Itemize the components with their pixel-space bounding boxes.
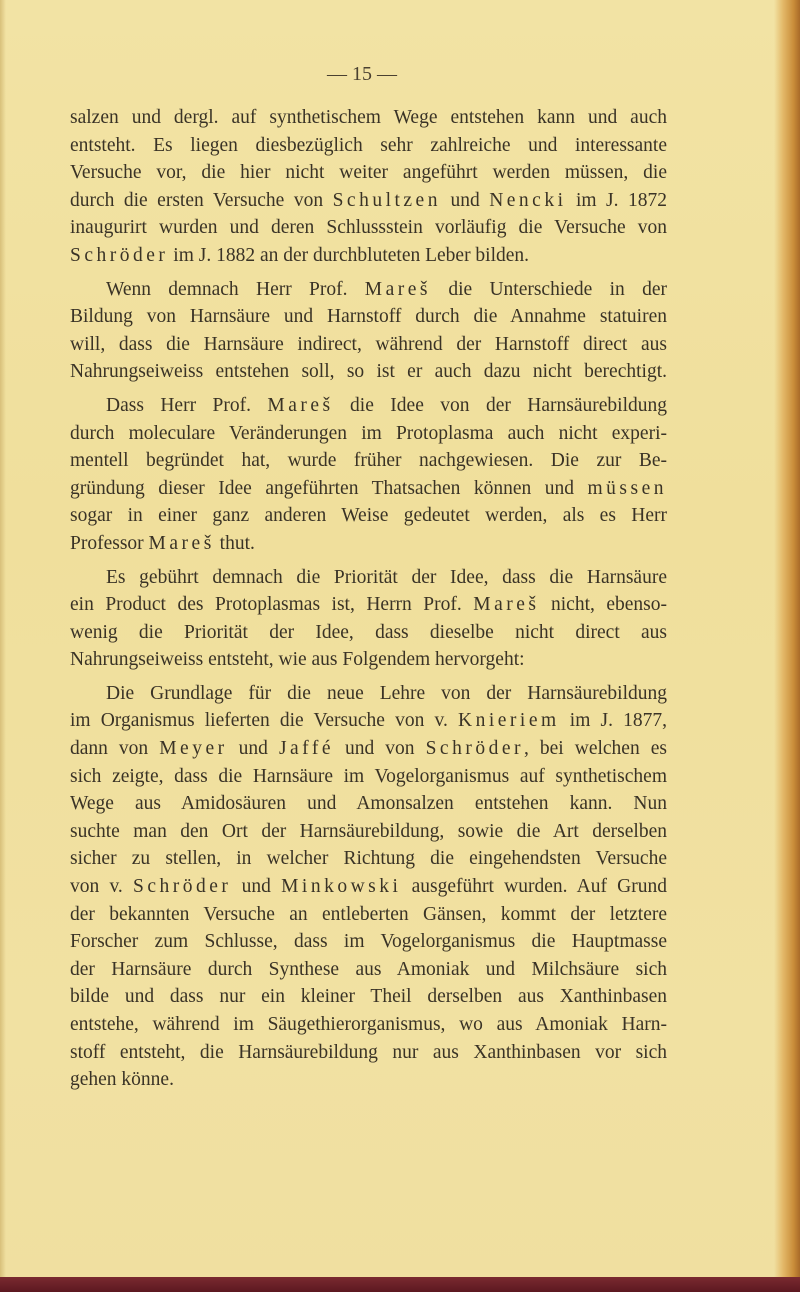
text-segment: der bekannten Versuche an entleberten Gänsen, kommt der letztere [70, 903, 667, 925]
paragraph [70, 276, 667, 386]
text-segment: dann von [70, 738, 160, 760]
text-segment: und [440, 189, 490, 211]
text-line [70, 735, 667, 763]
spaced-name: Knieriem [458, 710, 560, 732]
text-line [70, 928, 667, 956]
text-segment: von v. [70, 876, 134, 898]
text-line [70, 873, 667, 901]
text-line [70, 845, 667, 873]
text-segment: und [227, 738, 279, 760]
spaced-name: Mareš [473, 594, 540, 616]
text-segment: salzen und dergl. auf synthetischem Wege entstehen kann und auch [70, 107, 667, 128]
spaced-name: Mareš [267, 394, 334, 416]
spaced-name: Schröder [70, 244, 169, 266]
text-segment: im Organismus lieferten die Versuche von v. [70, 710, 458, 732]
text-segment: sich zeigte, dass die Harnsäure im Vogelorganismus auf synthetischem [70, 765, 667, 787]
text-line [70, 530, 667, 558]
text-segment: Nahrungseiweiss entstehen soll, so ist er auch dazu nicht berechtigt. [70, 361, 667, 383]
text-segment: Es gebührt demnach die Priorität der Idee, dass die Harnsäure [106, 566, 667, 588]
text-segment: und [231, 876, 282, 898]
paragraph [70, 680, 667, 1094]
text-segment: Bildung von Harnsäure und Harnstoff durch die Annahme statuiren [70, 306, 667, 328]
book-page-edge [774, 0, 800, 1277]
text-line [70, 680, 667, 708]
text-segment: sogar in einer ganz anderen Weise gedeutet werden, als es Herr [70, 505, 667, 527]
text-segment: ein Product des Protoplasmas ist, Herrn Prof. [70, 594, 474, 616]
text-line [70, 790, 667, 818]
text-segment: entsteht. Es liegen diesbezüglich sehr zahlreiche und interessante [70, 134, 667, 156]
text-segment: thut. [214, 532, 255, 554]
text-segment: im J. 1882 an der durchbluteten Leber bilden. [168, 244, 530, 266]
text-segment: im J. 1872 [566, 189, 667, 211]
text-segment: mentell begründet hat, wurde früher nachgewiesen. Die zur Be- [70, 450, 667, 472]
text-line [70, 1011, 667, 1039]
spaced-name: Minkowski [281, 876, 402, 898]
text-segment: wenig die Priorität der Idee, dass dieselbe nicht direct aus [70, 621, 667, 643]
spaced-name: Schröder [133, 876, 232, 898]
text-line [70, 104, 667, 132]
text-segment: Forscher zum Schlusse, dass im Vogelorganismus die Hauptmasse [70, 931, 667, 953]
spaced-name: müssen [587, 477, 667, 499]
text-line [70, 242, 667, 270]
spaced-name: Mareš [364, 278, 432, 300]
text-segment: entstehe, während im Säugethierorganismus, wo aus Amoniak Harn- [70, 1014, 667, 1035]
page-left-edge [0, 0, 6, 1277]
text-segment: gehen könne. [70, 1069, 174, 1091]
book-cover-edge [0, 1277, 800, 1292]
text-line [70, 447, 667, 475]
text-line [70, 763, 667, 791]
page-number: — 15 — [327, 63, 397, 85]
text-line [70, 901, 667, 929]
body-text [70, 104, 667, 1100]
text-segment: suchte man den Ort der Harnsäurebildung, sowie die Art derselben [70, 820, 667, 842]
text-segment: , bei welchen es [523, 738, 667, 760]
text-line [70, 392, 667, 420]
text-segment: Wege aus Amidosäuren und Amonsalzen entstehen kann. Nun [70, 793, 667, 815]
text-segment: und von [333, 738, 426, 760]
text-line [70, 983, 667, 1011]
text-segment: die Unterschiede in der [431, 278, 667, 300]
text-line [70, 956, 667, 984]
spaced-name: Meyer [159, 738, 228, 760]
text-segment: durch moleculare Veränderungen im Protoplasma auch nicht experi- [70, 422, 667, 444]
text-segment: gründung dieser Idee angeführten Thatsachen können und [70, 477, 588, 499]
text-line [70, 619, 667, 647]
text-segment: Wenn demnach Herr Prof. [106, 278, 365, 300]
text-segment: inaugurirt wurden und deren Schlussstein vorläufig die Versuche von [70, 217, 667, 239]
text-line [70, 591, 667, 619]
text-segment: durch die ersten Versuche von [70, 189, 333, 211]
text-line [70, 358, 667, 386]
text-line [70, 1066, 667, 1094]
text-line [70, 1039, 667, 1067]
spaced-name: Schröder [425, 738, 524, 760]
text-segment: stoff entsteht, die Harnsäurebildung nur aus Xanthinbasen vor sich [70, 1041, 667, 1063]
spaced-name: Nencki [489, 189, 567, 211]
text-line [70, 331, 667, 359]
spaced-name: Mareš [148, 532, 215, 554]
text-segment: bilde und dass nur ein kleiner Theil derselben aus Xanthinbasen [70, 986, 667, 1008]
paragraph [70, 104, 667, 270]
text-segment: nicht, ebenso- [539, 594, 667, 616]
text-segment: sicher zu stellen, in welcher Richtung die eingehendsten Versuche [70, 848, 667, 870]
text-line [70, 187, 667, 215]
text-segment: Dass Herr Prof. [106, 394, 268, 416]
text-segment: Nahrungseiweiss entsteht, wie aus Folgendem hervorgeht: [70, 649, 525, 671]
text-line [70, 564, 667, 592]
text-line [70, 159, 667, 187]
text-line [70, 303, 667, 331]
text-segment: will, dass die Harnsäure indirect, während der Harnstoff direct aus [70, 333, 667, 355]
spaced-name: Schultzen [332, 189, 441, 211]
paragraph [70, 392, 667, 558]
text-line [70, 132, 667, 160]
spaced-name: Jaffé [278, 738, 334, 760]
text-line [70, 707, 667, 735]
text-segment: ausgeführt wurden. Auf Grund [401, 876, 667, 898]
text-line [70, 502, 667, 530]
text-segment: der Harnsäure durch Synthese aus Amoniak und Milchsäure sich [70, 958, 667, 980]
paragraph [70, 564, 667, 674]
text-line [70, 276, 667, 304]
text-line [70, 214, 667, 242]
text-line [70, 475, 667, 503]
text-segment: Versuche vor, die hier nicht weiter angeführt werden müssen, die [70, 162, 667, 184]
text-line [70, 818, 667, 846]
text-segment: Professor [70, 532, 149, 554]
text-segment: im J. 1877, [559, 710, 667, 732]
text-segment: Die Grundlage für die neue Lehre von der Harnsäurebildung [106, 682, 667, 704]
text-segment: die Idee von der Harnsäurebildung [333, 394, 667, 416]
text-line [70, 646, 667, 674]
text-line [70, 420, 667, 448]
